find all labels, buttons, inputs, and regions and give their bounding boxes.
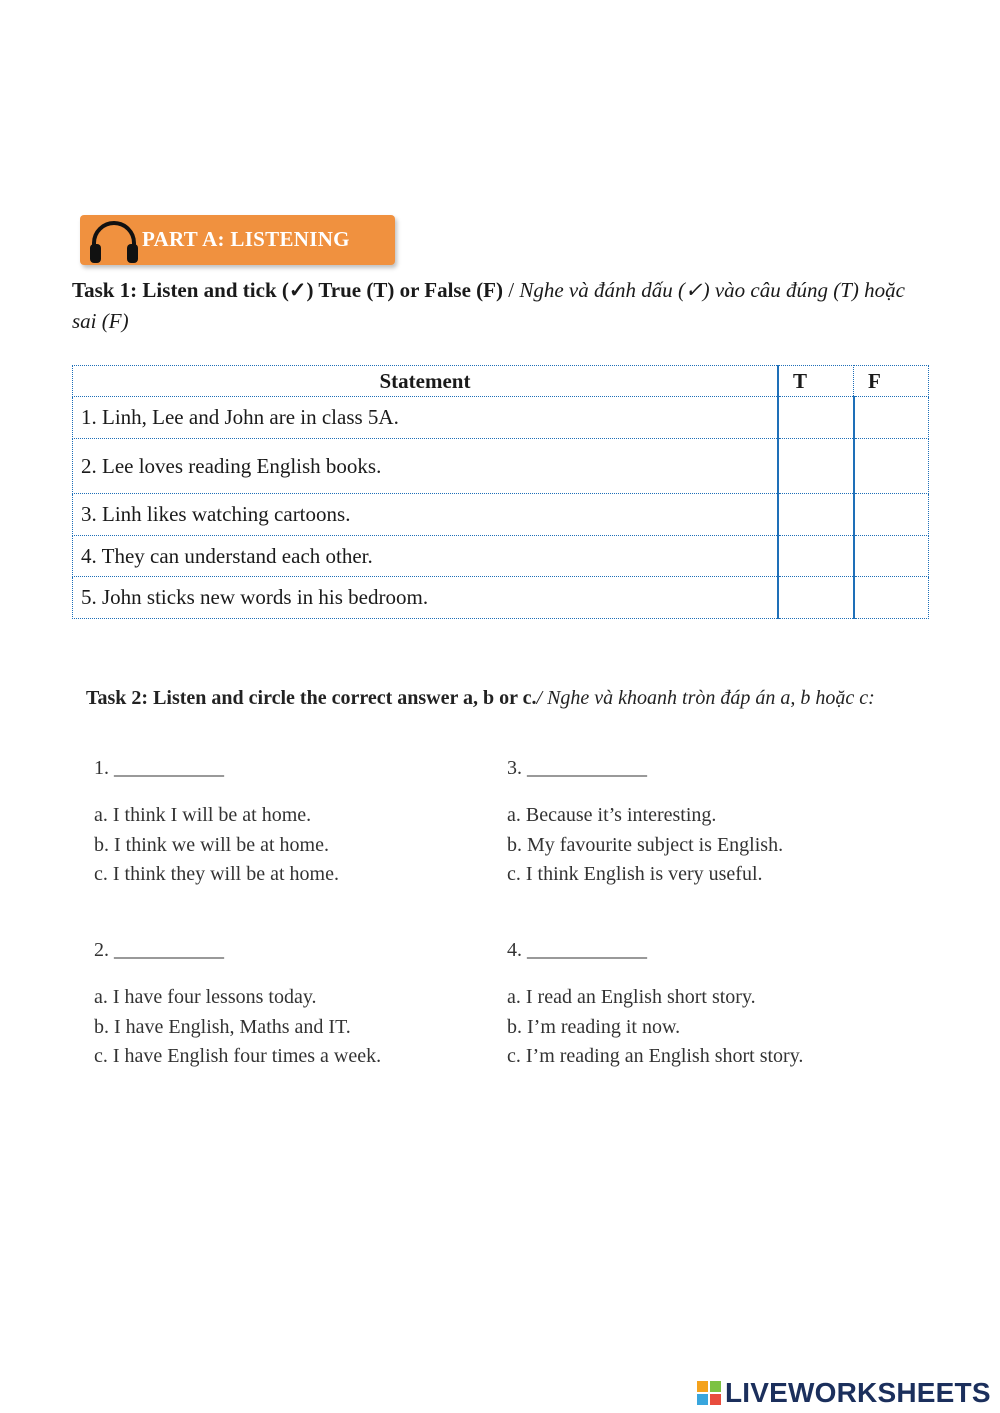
question-number[interactable]: 1. ___________ xyxy=(94,757,224,779)
option-c[interactable]: c. I have English four times a week. xyxy=(94,1045,382,1067)
option-b[interactable]: b. I have English, Maths and IT. xyxy=(94,1015,351,1038)
table-row xyxy=(73,494,929,536)
table-row xyxy=(73,439,929,494)
true-tick-cell[interactable] xyxy=(778,536,854,577)
false-tick-cell[interactable] xyxy=(854,494,929,536)
table-header xyxy=(73,366,929,397)
question-4 xyxy=(507,939,803,1072)
option-b[interactable]: b. My favourite subject is English. xyxy=(507,833,784,856)
statement-cell: 5. John sticks new words in his bedroom. xyxy=(73,577,779,619)
statement-cell: 3. Linh likes watching cartoons. xyxy=(73,494,779,536)
option-b[interactable]: b. I think we will be at home. xyxy=(94,833,329,856)
task1-heading xyxy=(72,275,932,337)
question-3 xyxy=(507,757,783,890)
headphones-icon xyxy=(86,217,142,265)
question-number[interactable]: 4. ____________ xyxy=(507,939,647,961)
true-tick-cell[interactable] xyxy=(778,494,854,536)
question-1 xyxy=(94,757,339,890)
true-tick-cell[interactable] xyxy=(778,397,854,439)
header-statement: Statement xyxy=(73,366,779,397)
header-false: F xyxy=(854,366,929,397)
false-tick-cell[interactable] xyxy=(854,397,929,439)
option-a[interactable]: a. I have four lessons today. xyxy=(94,986,317,1008)
option-a[interactable]: a. I think I will be at home. xyxy=(94,804,312,826)
option-c[interactable]: c. I think English is very useful. xyxy=(507,863,763,885)
task2-title: Task 2: Listen and circle the correct answer a, b or c. xyxy=(86,687,537,709)
table-row xyxy=(73,397,929,439)
task1-separator: / xyxy=(503,278,520,302)
section-banner xyxy=(80,215,395,265)
false-tick-cell[interactable] xyxy=(854,577,929,619)
task2-translation: / Nghe và khoanh tròn đáp án a, b hoặc c: xyxy=(536,687,875,709)
question-number[interactable]: 2. ___________ xyxy=(94,939,224,961)
task2-heading xyxy=(86,683,916,713)
statement-cell: 4. They can understand each other. xyxy=(73,536,779,577)
task1-title: Task 1: Listen and tick (✓) True (T) or False (F) xyxy=(72,278,503,302)
question-2 xyxy=(94,939,381,1072)
statement-table xyxy=(72,365,929,619)
statement-cell: 2. Lee loves reading English books. xyxy=(73,439,779,494)
table-row xyxy=(73,577,929,619)
statement-cell: 1. Linh, Lee and John are in class 5A. xyxy=(73,397,779,439)
logo-mark-icon xyxy=(697,1381,721,1405)
option-b[interactable]: b. I’m reading it now. xyxy=(507,1015,681,1038)
false-tick-cell[interactable] xyxy=(854,439,929,494)
false-tick-cell[interactable] xyxy=(854,536,929,577)
option-a[interactable]: a. Because it’s interesting. xyxy=(507,804,717,826)
option-c[interactable]: c. I think they will be at home. xyxy=(94,863,339,885)
question-number[interactable]: 3. ____________ xyxy=(507,757,647,779)
table-row xyxy=(73,536,929,577)
header-true: T xyxy=(778,366,854,397)
true-tick-cell[interactable] xyxy=(778,439,854,494)
task1-translation: Nghe và đánh dấu (✓) vào câu đúng (T) hoặc sai (F) xyxy=(72,278,905,333)
option-a[interactable]: a. I read an English short story. xyxy=(507,986,756,1008)
logo-text: LIVEWORKSHEETS xyxy=(725,1377,991,1408)
liveworksheets-logo[interactable] xyxy=(697,1376,991,1410)
option-c[interactable]: c. I’m reading an English short story. xyxy=(507,1045,804,1067)
banner-title: PART A: LISTENING xyxy=(142,227,350,251)
true-tick-cell[interactable] xyxy=(778,577,854,619)
